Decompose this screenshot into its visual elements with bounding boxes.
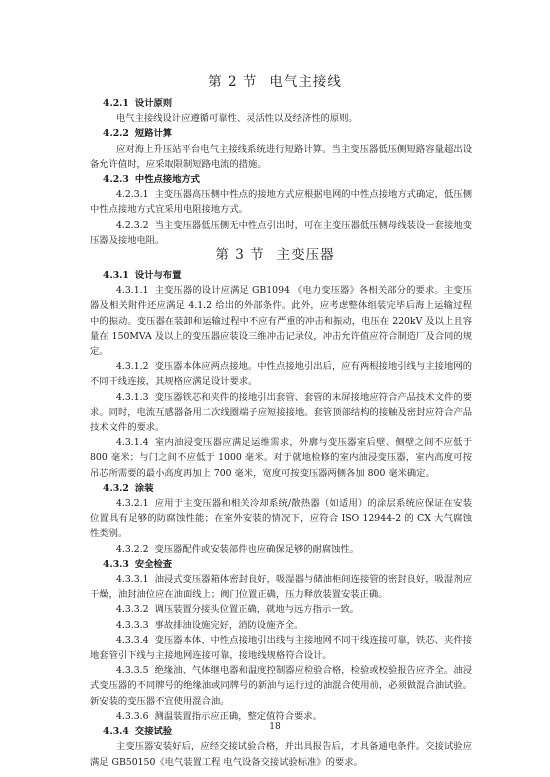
- section-3-number: 第 3 节: [215, 247, 265, 263]
- clause-text: 应用于主变压器和相关冷却系统/散热器（如适用）的涂层系统应保证在安装位置具有足够的防腐蚀性能；在室外安装的情况下，应符合 ISO 12944-2 的 CX 大气腐蚀性类别。: [90, 498, 472, 540]
- clause-number: 4.3.3.6: [116, 710, 149, 722]
- clause-heading: [90, 126, 472, 141]
- clause-text: 室内油浸变压器应满足运维需求，外廓与变压器室后壁、侧壁之间不应低于 800 毫米；与门之间不应低于 1000 毫米。对于就地检修的室内油浸变压器，室内高度可按吊芯所需要的最小高度再加上 700 毫米，宽度可按变压器两侧各加 800 毫米确定。: [90, 437, 472, 479]
- page-number: 18: [269, 722, 281, 732]
- clause-number: 4.3.1.4: [116, 437, 149, 449]
- clause-number: 4.3.1.2: [116, 361, 149, 373]
- clause-paragraph: [90, 283, 472, 359]
- clause-number: 4.3.1: [103, 270, 129, 281]
- clause-paragraph: [90, 663, 472, 709]
- clause-text: 测温装置指示应正确，整定值符合要求。: [154, 710, 322, 722]
- clause-text: 变压器配件或安装部件也应确保足够的耐腐蚀性。: [154, 543, 360, 555]
- clause-number: 4.2.3: [103, 174, 129, 186]
- clause-paragraph: [90, 187, 472, 217]
- clause-paragraph: [90, 572, 472, 602]
- section-3-body: [90, 268, 472, 770]
- clause-text: 调压装置分接头位置正确，就地与远方指示一致。: [154, 604, 360, 616]
- clause-number: 4.2.3.2: [116, 219, 149, 231]
- clause-paragraph: [90, 602, 472, 617]
- clause-number: 4.3.3.4: [116, 634, 149, 646]
- clause-paragraph: [90, 496, 472, 542]
- clause-text: 中性点接地方式: [134, 174, 200, 186]
- section-3-heading: [0, 243, 550, 263]
- clause-text: 绝缘油、气体继电器和温度控制器应检验合格，检验或校验报告应齐全。油浸式变压器的不同牌号的绝缘油或同牌号的新油与运行过的油混合使用前，必须做混合油试验。新安装的变压器不宜使用混合油。: [90, 665, 472, 707]
- section-3-title: 主变压器: [276, 247, 335, 263]
- clause-heading: [90, 172, 472, 187]
- clause-number: 4.3.3.2: [116, 604, 149, 616]
- clause-text: 设计原则: [134, 98, 173, 109]
- clause-paragraph: [90, 542, 472, 557]
- clause-text: 主变压器高压侧中性点的接地方式应根据电网的中性点接地方式确定，低压侧中性点接地方式宜采用电阻接地方式。: [90, 189, 472, 216]
- clause-paragraph: [90, 618, 472, 633]
- clause-text: 当主变压器低压侧无中性点引出时，可在主变压器低压侧母线装设一套接地变压器及接地电阻。: [90, 219, 472, 246]
- clause-text: 电气主接线设计应遵循可靠性、灵活性以及经济性的原则。: [116, 113, 358, 125]
- clause-number: 4.3.1.3: [116, 391, 149, 403]
- clause-text: 应对海上升压站平台电气主接线系统进行短路计算。当主变压器低压侧短路容量超出设备允许值时，应采取限制短路电流的措施。: [90, 143, 472, 170]
- clause-text: 交接试验: [134, 726, 173, 738]
- clause-number: 4.3.3.5: [116, 665, 149, 677]
- clause-number: 4.3.3.1: [116, 574, 149, 586]
- clause-number: 4.3.3.3: [116, 619, 149, 631]
- clause-text: 油浸式变压器箱体密封良好，吸湿器与储油柜间连接管的密封良好，吸湿剂应干燥，油封油位应在油面线上；阀门位置正确，压力释放装置安装正确。: [90, 574, 472, 601]
- clause-number: 4.3.2.1: [116, 498, 149, 510]
- clause-heading: [90, 96, 472, 111]
- clause-number: 4.3.3: [103, 558, 129, 570]
- clause-text: 主变压器安装好后，应经交接试验合格，并出具报告后，才具备通电条件。交接试验应满足 GB50150《电气装置工程 电气设备交接试验标准》的要求。: [90, 741, 472, 768]
- clause-number: 4.2.1: [103, 98, 129, 109]
- clause-text: 安全检查: [134, 558, 173, 570]
- clause-text: 事故排油设施完好，消防设施齐全。: [154, 619, 304, 631]
- clause-number: 4.3.2: [103, 482, 129, 494]
- clause-paragraph: [90, 435, 472, 481]
- clause-paragraph: [90, 739, 472, 769]
- clause-number: 4.2.2: [103, 128, 129, 140]
- clause-text: 设计与布置: [134, 270, 182, 281]
- section-2-number: 第 2 节: [208, 74, 258, 90]
- clause-text: 变压器本体应两点接地。中性点接地引出后，应有两根接地引线与主接地网的不同干线连接，其规格应满足设计要求。: [90, 361, 472, 388]
- section-2-body: [90, 96, 472, 248]
- clause-text: 变压器铁芯和夹件的接地引出套管、套管的末屏接地应符合产品技术文件的要求。同时，电流互感器备用二次线圈端子应短接接地。套管顶部结构的接触及密封应符合产品技术文件的要求。: [90, 391, 472, 434]
- clause-heading: [90, 481, 472, 496]
- clause-paragraph: [90, 390, 472, 436]
- section-2-heading: [0, 70, 550, 90]
- clause-number: 4.3.2.2: [116, 543, 149, 555]
- clause-paragraph: [90, 142, 472, 172]
- clause-text: 短路计算: [134, 128, 173, 140]
- clause-number: 4.3.4: [103, 726, 129, 738]
- clause-text: 变压器本体、中性点接地引出线与主接地网不同干线连接可靠，铁芯、夹件接地套管引下线与主接地网连接可靠，接地线规格符合设计。: [90, 634, 472, 662]
- clause-heading: [90, 557, 472, 572]
- section-2-title: 电气主接线: [269, 74, 342, 90]
- clause-paragraph: [90, 111, 472, 126]
- clause-heading: [90, 268, 472, 283]
- clause-text: 主变压器的设计应满足 GB1094 《电力变压器》各相关部分的要求。主变压器及相关附件还应满足 4.1.2 给出的外部条件。此外，应考虑整体组装完毕后海上运输过程中的振动。变压器在装卸和运输过程中不应有严重的冲击和振动，电压在 220kV 及以上且容量在 150MVA 及以上的变压器应装设三维冲击记录仪，冲击允许值应符合制造厂及合同的规定。: [90, 285, 472, 358]
- clause-paragraph: [90, 359, 472, 389]
- clause-number: 4.3.1.1: [116, 285, 149, 297]
- clause-number: 4.2.3.1: [116, 189, 149, 201]
- clause-text: 涂装: [134, 482, 154, 494]
- clause-paragraph: [90, 633, 472, 663]
